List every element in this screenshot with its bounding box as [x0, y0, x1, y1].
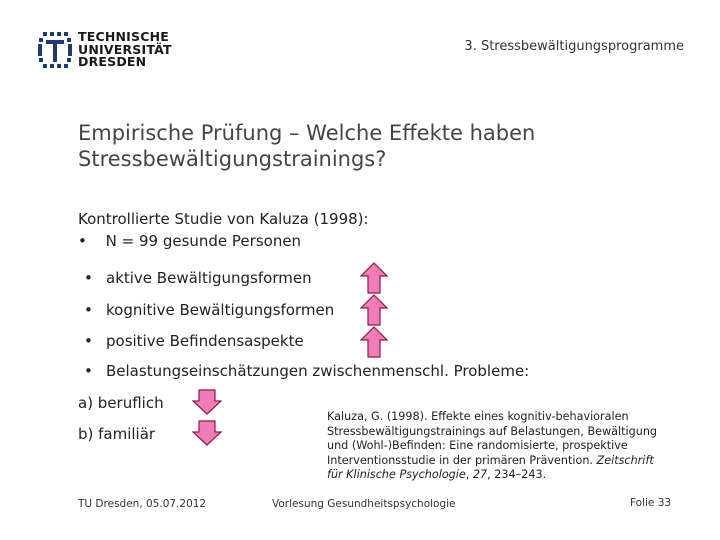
university-logo — [38, 29, 172, 72]
citation-pages: , 234–243. — [487, 468, 547, 481]
bullet-dot: • — [78, 232, 87, 250]
intro-bullet-item — [78, 230, 369, 252]
journal-name: Zeitschrift — [596, 453, 654, 467]
citation-line — [327, 468, 687, 483]
study-intro — [78, 208, 369, 252]
slide-title — [78, 120, 678, 172]
logo-text — [78, 31, 172, 69]
citation-line: und (Wohl-)Befinden: Eine randomisierte, prospektive — [327, 439, 628, 452]
footer-date: TU Dresden, 05.07.2012 — [78, 498, 207, 510]
intro-sample-size: N = 99 gesunde Personen — [105, 232, 302, 250]
footer-course: Vorlesung Gesundheitspsychologie — [272, 498, 456, 510]
logo-line-1: TECHNISCHE — [78, 29, 169, 44]
citation-line — [327, 454, 687, 469]
arrow-up-icon — [360, 326, 388, 358]
citation-line: Stressbewältigungstrainings auf Belastungen, Bewältigung — [327, 424, 658, 438]
journal-name: für Klinische Psychologie — [327, 468, 466, 481]
title-line-2: Stressbewältigungstrainings? — [78, 147, 387, 171]
journal-volume: 27 — [472, 468, 488, 481]
arrow-down-icon — [192, 389, 222, 415]
citation-text: , — [465, 468, 473, 481]
arrow-down-icon — [192, 420, 222, 446]
bullet-dot: • — [84, 269, 93, 287]
slide-number: Folie 33 — [630, 497, 672, 509]
tud-logo-mark-icon — [38, 32, 72, 68]
sub-effect-family: b) familiär — [78, 425, 156, 443]
effect-label: positive Befindensaspekte — [106, 332, 304, 350]
effect-label: kognitive Bewältigungsformen — [106, 301, 335, 319]
bullet-dot: • — [84, 362, 93, 380]
citation-line: Kaluza, G. (1998). Effekte eines kognitiv-behavioralen — [327, 410, 629, 423]
bullet-dot: • — [84, 332, 93, 350]
intro-line: Kontrollierte Studie von Kaluza (1998): — [78, 210, 369, 228]
arrow-up-icon — [360, 262, 388, 294]
effect-label: Belastungseinschätzungen zwischenmenschl. Probleme: — [106, 362, 530, 380]
arrow-up-icon — [360, 294, 388, 326]
citation — [327, 410, 687, 483]
section-label: 3. Stressbewältigungsprogramme — [464, 39, 684, 54]
citation-text: Interventionsstudie in der primären Prävention. — [327, 453, 597, 467]
bullet-dot: • — [84, 301, 93, 319]
sub-effect-work: a) beruflich — [78, 394, 164, 412]
title-line-1: Empirische Prüfung – Welche Effekte haben — [78, 121, 536, 145]
logo-line-2: UNIVERSITÄT — [78, 41, 172, 57]
effect-label: aktive Bewältigungsformen — [106, 269, 312, 287]
logo-line-3: DRESDEN — [78, 54, 147, 69]
